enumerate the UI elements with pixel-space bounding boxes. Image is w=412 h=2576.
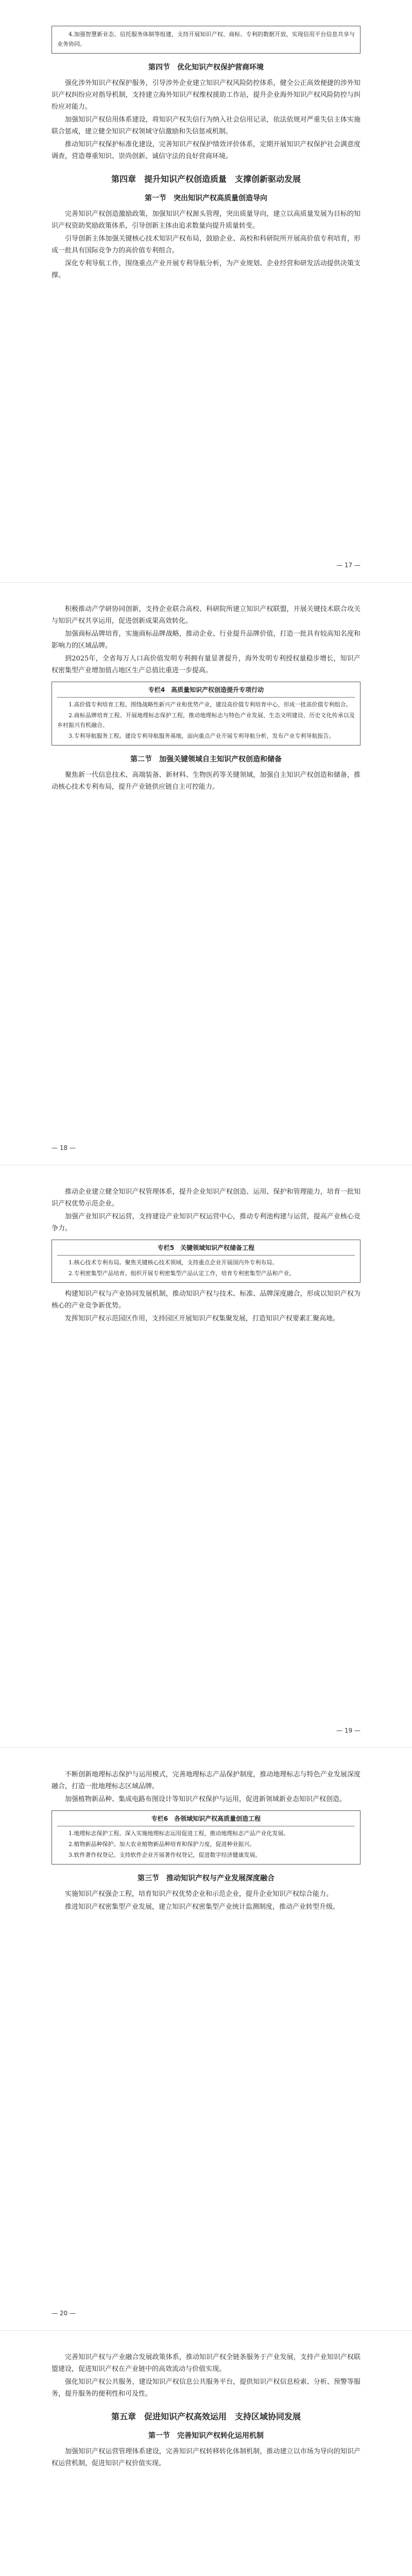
paragraph: 加强植物新品种、集成电路布图设计等知识产权保护与运用，促进新领域新业态知识产权创造。 [65,1795,347,1803]
paragraph: 加强产业知识产权运营，支持建设产业知识产权运营中心，推动专利池构建与运营，提高产业核心竞争力。 [52,1213,360,1232]
paragraph: 推进知识产权密集型产业发展，建立知识产权密集型产业统计监测制度，推动产业转型升级。 [65,1903,340,1911]
page-1-content [52,21,360,282]
page-3-content [52,1186,360,1326]
box-item: 3.软件著作权登记。支持软件企业开展著作权登记，促进数字经济健康发展。 [68,1852,261,1858]
column-box-6 [52,1810,360,1865]
section-title: 第四节 优化知识产权保护营商环境 [148,63,264,72]
paragraph: 构建知识产权与产业协同发展机制，推动知识产权与技术、标准、品牌深度融合，形成以知识产权为核心的产业竞争新优势。 [52,1290,360,1310]
info-box-top [52,26,360,54]
section-title: 第一节 完善知识产权转化运用机制 [148,2432,264,2440]
section-title: 第三节 推动知识产权与产业发展深度融合 [138,1874,274,1883]
box-item: 3.专利导航服务工程。建设专利导航服务基地，面向重点产业开展专利导航分析，发布产业专利导航报告。 [68,733,335,739]
chapter-title: 第四章 提升知识产权创造质量 支撑创新驱动发展 [111,174,301,184]
column-box-5 [52,1240,360,1283]
paragraph: 完善知识产权创造激励政策，加强知识产权源头管理，突出质量导向，建立以高质量发展为目标的知识产权资助奖励政策体系，引导创新主体由追求数量向提升质量转变。 [52,210,360,230]
page-number: — 18 — [52,1144,76,1151]
document-page-5 [0,2331,412,2576]
box-title: 专栏4 高质量知识产权创造提升专项行动 [57,685,355,698]
box-text: 4.加强智慧新业态、信托服务体制等组建，支持开展知识产权、商标、专利的数据开放，实现信用平台信息共享与业务协同。 [57,31,355,47]
paragraph: 引导创新主体加强关键核心技术知识产权布局，鼓励企业、高校和科研院所开展高价值专利培育，形成一批具有国际竞争力的高价值专利组合。 [52,235,360,255]
paragraph: 推动知识产权保护标准化建设，完善知识产权保护绩效评价体系，定期开展知识产权保护社会满意度调查，营造尊重知识、崇尚创新、诚信守法的良好营商环境。 [52,141,360,160]
box-item: 1.地理标志保护工程。深入实施地理标志运用促进工程，推动地理标志产品产业化发展。 [68,1830,289,1837]
document-page-1 [0,0,412,583]
box-item: 1.高价值专利培育工程。围绕战略性新兴产业和优势产业，建设高价值专利培育中心，形成一批高价值专利组合。 [68,701,352,708]
section-title: 第一节 突出知识产权高质量创造导向 [145,194,267,202]
page-number: — 20 — [52,2310,76,2317]
paragraph: 发挥知识产权示范园区作用，支持园区开展知识产权集聚发展，打造知识产权要素汇聚高地。 [65,1315,340,1323]
paragraph: 聚焦新一代信息技术、高端装备、新材料、生物医药等关键领域，加强自主知识产权创造和储备，推动核心技术专利布局，提升产业链供应链自主可控能力。 [52,771,360,791]
paragraph: 实施知识产权强企工程，培育知识产权优势企业和示范企业，提升企业知识产权综合能力。 [65,1890,333,1898]
paragraph: 强化知识产权公共服务，建设知识产权信息公共服务平台，提供知识产权信息检索、分析、预警等服务，提升服务的便利性和可及性。 [52,2378,360,2398]
box-item: 2.商标品牌培育工程。开展地理标志保护工程，推动地理标志与特色产业发展、生态文明建设、历史文化传承以及乡村振兴有机融合。 [57,712,355,728]
box-item: 2.专利密集型产品培育。组织开展专利密集型产品认定工作，培育专利密集型产品和产业。 [68,1270,295,1277]
document-page-2 [0,583,412,1165]
page-2-content [52,603,360,794]
chapter-title: 第五章 促进知识产权高效运用 支持区域协同发展 [111,2412,301,2421]
paragraph: 积极推动产学研协同创新，支持企业联合高校、科研院所建立知识产权联盟，开展关键技术联合攻关与知识产权共享运用，促进创新成果高效转化。 [52,605,360,625]
paragraph: 强化涉外知识产权保护服务，引导涉外企业建立知识产权风险防控体系，健全公正高效便捷的涉外知识产权纠纷应对指导机制，支持建立海外知识产权维权援助工作站，提升企业海外知识产权风险防控与纠纷应对能力。 [52,79,360,111]
paragraph: 加强知识产权信用体系建设，将知识产权失信行为纳入社会信用记录，依法依规对严重失信主体实施联合惩戒，建立健全知识产权领域守信激励和失信惩戒机制。 [52,116,360,135]
page-5-content [52,2351,360,2470]
page-4-content [52,1769,360,1914]
document-page-3 [0,1165,412,1748]
section-title: 第二节 加强关键领域自主知识产权创造和储备 [130,755,282,764]
paragraph: 深化专利导航工作，围绕重点产业开展专利导航分析，为产业规划、企业经营和研发活动提供决策支撑。 [52,260,360,279]
paragraph: 加强商标品牌培育，实施商标品牌战略，推动企业、行业提升品牌价值，打造一批具有较高知名度和影响力的区域品牌。 [52,630,360,650]
paragraph: 不断创新地理标志保护与运用模式，完善地理标志产品保护制度，推动地理标志与特色产业发展深度融合，打造一批地理标志区域品牌。 [52,1771,360,1790]
paragraph: 完善知识产权与产业融合发展政策体系，推动知识产权全链条服务于产业发展，支持产业知识产权联盟建设，促进知识产权在产业链中的高效流动与价值实现。 [52,2353,360,2373]
paragraph: 推动企业建立健全知识产权管理体系，提升企业知识产权创造、运用、保护和管理能力，培育一批知识产权优势示范企业。 [52,1188,360,1208]
box-item: 1.核心技术专利布局。聚焦关键核心技术领域，支持重点企业开展国内外专利布局。 [68,1259,278,1266]
page-number: — 17 — [336,562,360,569]
box-title: 专栏6 各领域知识产权高质量创造工程 [57,1814,355,1826]
page-number: — 19 — [336,1727,360,1734]
box-title: 专栏5 关键领域知识产权储备工程 [57,1243,355,1256]
column-box-4 [52,682,360,745]
box-item: 2.植物新品种保护。加大农业植物新品种培育和保护力度，促进种业振兴。 [68,1841,255,1848]
paragraph: 到2025年，全省每万人口高价值发明专利拥有量显著提升，海外发明专利授权量稳步增长，知识产权密集型产业增加值占地区生产总值比重进一步提高。 [52,655,360,674]
paragraph: 加强知识产权运营管理体系建设，完善知识产权转移转化体制机制，推动建立以市场为导向的知识产权运营机制，促进知识产权价值实现。 [52,2448,360,2467]
document-page-4 [0,1748,412,2331]
